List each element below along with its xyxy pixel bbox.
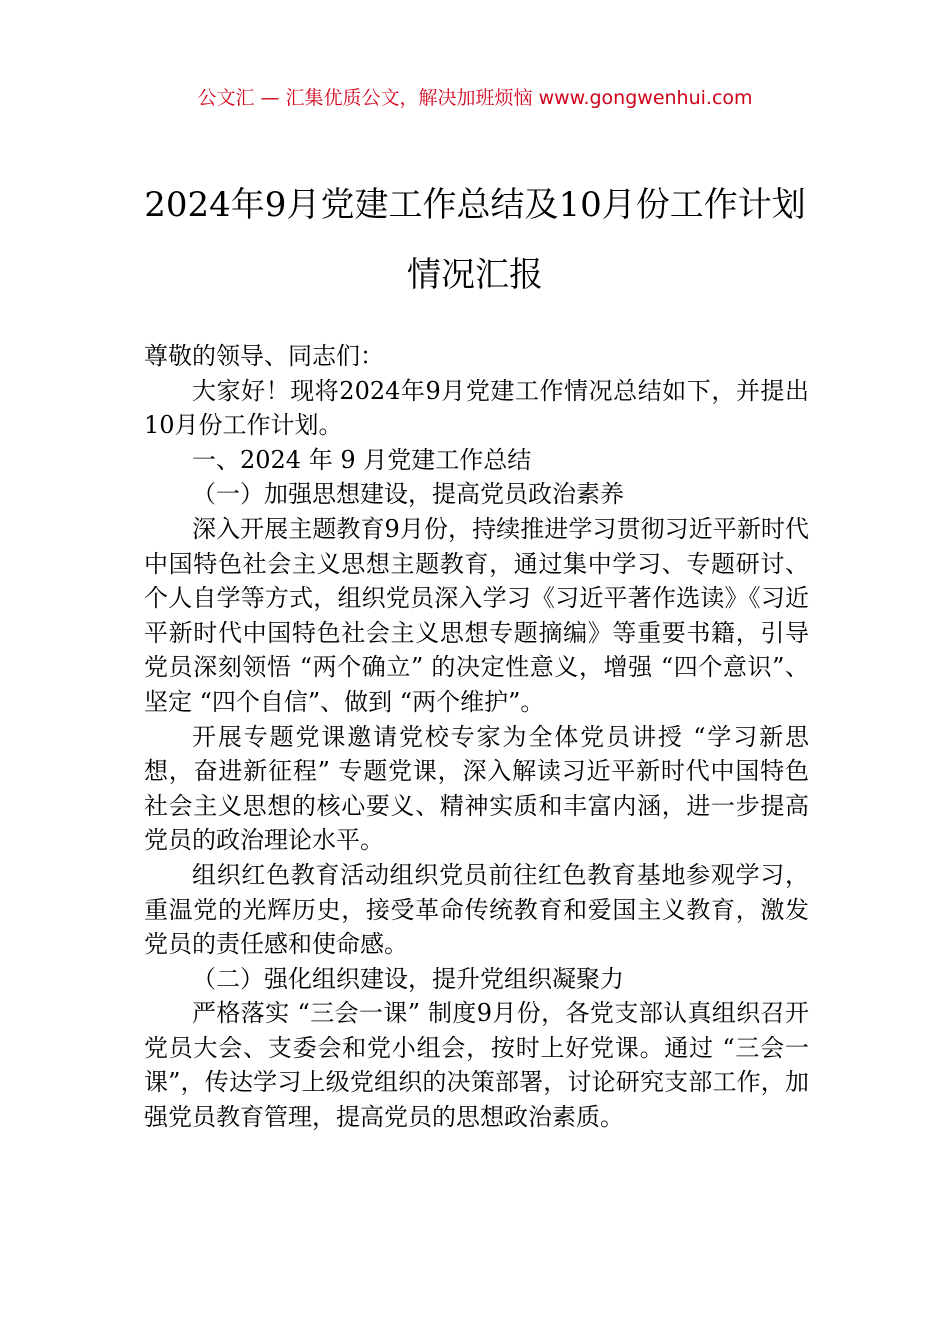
subsection-heading-1: （一）加强思想建设，提高党员政治素养 bbox=[192, 480, 624, 509]
paragraph-theme-education: 深入开展主题教育9月份，持续推进学习贯彻习近平新时代中国特色社会主义思想主题教育，通过集中学习、专题研讨、个人自学等方式，组织党员深入学习《习近平著作选读》《习近平新时代中国特色社会主义思想专题摘编》等重要书籍，引导党员深刻领悟 “两个确立” 的决定性意义，增强 “四个意识”、坚定 “四个自信”、做到 “两个维护”。 bbox=[144, 514, 809, 716]
paragraph-intro: 大家好！现将2024年9月党建工作情况总结如下，并提出10月份工作计划。 bbox=[144, 376, 809, 440]
document-body bbox=[144, 339, 809, 1135]
paragraph-party-lecture: 开展专题党课邀请党校专家为全体党员讲授 “学习新思想，奋进新征程” 专题党课，深入解读习近平新时代中国特色社会主义思想的核心要义、精神实质和丰富内涵，进一步提高党员的政治理论水平。 bbox=[144, 722, 809, 855]
paragraph-red-education: 组织红色教育活动组织党员前往红色教育基地参观学习，重温党的光辉历史，接受革命传统教育和爱国主义教育，激发党员的责任感和使命感。 bbox=[144, 860, 809, 959]
document-title: 2024年9月党建工作总结及10月份工作计划情况汇报 bbox=[144, 185, 806, 295]
salutation: 尊敬的领导、同志们： bbox=[144, 342, 384, 370]
subsection-heading-2: （二）强化组织建设，提升党组织凝聚力 bbox=[192, 964, 624, 993]
header-banner: 公文汇 — 汇集优质公文，解决加班烦恼 www.gongwenhui.com bbox=[197, 87, 753, 109]
paragraph-three-meetings: 严格落实 “三会一课” 制度9月份，各党支部认真组织召开党员大会、支委会和党小组会，按时上好党课。通过 “三会一课”，传达学习上级党组织的决策部署，讨论研究支部工作，加强党员教育管理，提高党员的思想政治素质。 bbox=[144, 999, 809, 1132]
section-heading-1: 一、2024 年 9 月党建工作总结 bbox=[192, 445, 532, 474]
